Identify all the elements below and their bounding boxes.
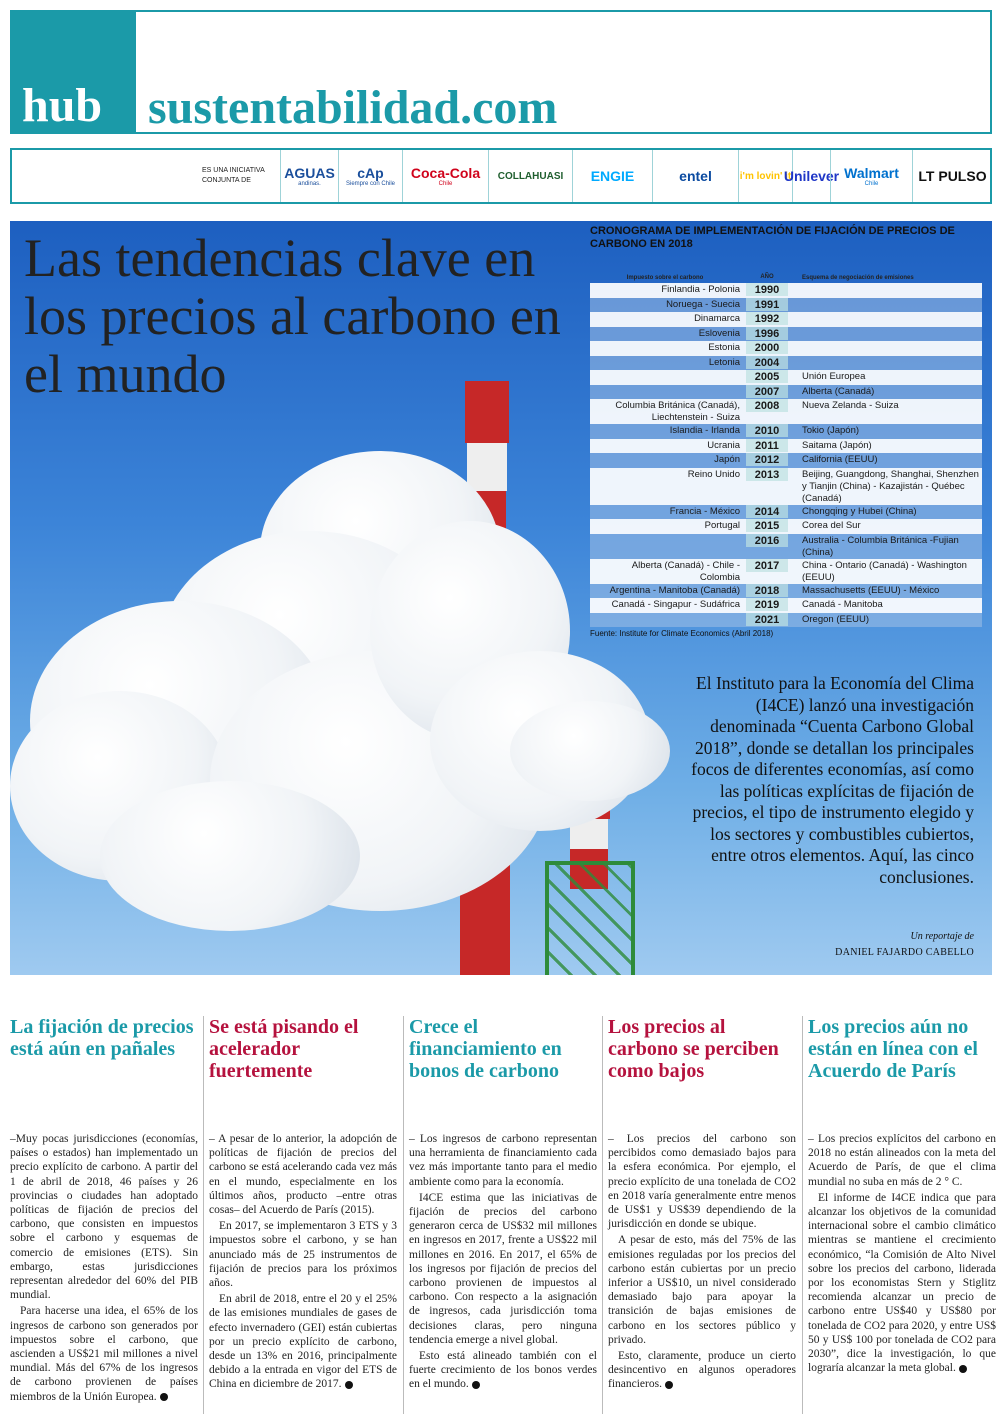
- end-of-article-icon: [345, 1381, 353, 1389]
- table-row: [590, 283, 982, 298]
- conclusion-column: [10, 1016, 198, 1403]
- cell-year: 1992: [746, 312, 788, 325]
- cell-ets: Nueva Zelanda - Suiza: [802, 400, 899, 411]
- smoke-cloud: [510, 701, 670, 801]
- sponsor-logo-sub: Chile: [864, 181, 879, 187]
- hero-photo: [10, 221, 992, 975]
- cell-ets: [788, 283, 982, 284]
- column-paragraph: –Muy pocas jurisdicciones (economías, países o estados) han implementado un precio explícito de carbono. A partir del 1 de abril de 2018, 46 países y 26 provincias o ciudades han adoptado políticas de fijación de precios del carbono, que consisten en impuestos sobre el carbono y esquemas de comercio de emisiones (ETS). Sin embargo, estas jurisdicciones representan alrededor del 60% del PIB mundial.: [10, 1133, 198, 1302]
- table-row: [590, 505, 982, 520]
- column-paragraph: En 2017, se implementaron 3 ETS y 3 impuestos sobre el carbono, y se han anunciado más de 25 instrumentos de fijación de precios para los próximos años.: [209, 1220, 397, 1290]
- column-paragraph: El informe de I4CE indica que para alcanzar los objetivos de la comunidad internacional sobre el cambio climático mientras se mantiene el crecimiento económico, “la Comisión de Alto Nivel sobre los precios del carbono, liderada por los economistas Stern y Stiglitz recomienda alcanzar un precio de carbono entre US$40 y US$80 por tonelada de CO2 para 2020, y entre US$ 50 y US$ 100 por tonelada de CO2 para 2030”, dice la investigación, lo que lograría alcanzar la meta global.: [808, 1191, 996, 1375]
- column-title: Los precios aún no están en línea con el Acuerdo de París: [808, 1016, 978, 1082]
- end-of-article-icon: [472, 1381, 480, 1389]
- column-paragraph: – Los precios explícitos del carbono en 2018 no están alineados con la meta del Acuerdo de París, de que el clima mundial no suba en más de 2 ° C.: [808, 1133, 996, 1188]
- sponsor-logo-sub: andinas.: [298, 181, 321, 187]
- column-paragraph: Esto está alineado también con el fuerte crecimiento de los bonos verdes en el mundo.: [409, 1350, 597, 1391]
- cell-carbon-tax: Estonia: [708, 342, 740, 353]
- cell-year: 2013: [746, 468, 788, 481]
- table-source: Fuente: Institute for Climate Economics (Abril 2018): [590, 629, 774, 638]
- cell-year: 1996: [746, 327, 788, 340]
- cell-ets: Unión Europea: [802, 371, 866, 382]
- table-row: [590, 424, 982, 439]
- column-paragraph: En abril de 2018, entre el 20 y el 25% de las emisiones mundiales de gases de efecto invernadero (GEI) están cubiertas por un precio explícito de carbono, desde un 13% en 2016, principalmente debido a la entrada en vigor del ETS de China en diciembre de 2017.: [209, 1293, 397, 1391]
- cell-year: 2014: [746, 505, 788, 518]
- table-row: [590, 327, 982, 342]
- column-title: Crece el financiamiento en bonos de carbono: [409, 1016, 562, 1082]
- cell-carbon-tax: Ucrania: [707, 439, 740, 451]
- cell-carbon-tax: Islandia - Irlanda: [669, 425, 740, 436]
- cell-carbon-tax: [590, 613, 746, 614]
- cell-ets: [788, 327, 982, 328]
- cell-ets: Australia - Columbia Británica -Fujian (China): [802, 534, 959, 558]
- column-paragraph: A pesar de esto, más del 75% de las emisiones reguladas por los precios del carbono están cubiertas por un precio inferior a US$10, un nivel considerado demasiado bajo para apoyar la transición de bajas emisiones de carbono en los sectores público y privado.: [608, 1234, 796, 1346]
- header-year: AÑO: [760, 274, 774, 280]
- intro-text: El Instituto para la Economía del Clima (I4CE) lanzó una investigación denominada “Cuenta Carbono Global 2018”, donde se detallan los principales focos de diferentes economías, así como las políticas explícitas de fijación de precios, el tipo de instrumento elegido y los sectores y combustibles cubiertos, entre otros elementos. Aquí, las cinco conclusiones.: [691, 673, 974, 887]
- column-paragraph: – Los precios del carbono son percibidos como demasiado bajos para la esfera económica. Por ejemplo, el precio explícito de una tonelada de CO2 en 2018 varía generalmente entre menos de US$1 y US$39 dependiendo de la jurisdicción en donde se ubique.: [608, 1133, 796, 1231]
- sponsor-logo-unilever: [783, 150, 840, 202]
- sponsor-logo-name: LT PULSO: [918, 168, 987, 184]
- column-divider: [802, 1016, 803, 1414]
- column-divider: [403, 1016, 404, 1414]
- table-row: [590, 370, 982, 385]
- cell-carbon-tax: Letonia: [708, 356, 740, 368]
- smoke-cloud: [100, 781, 360, 931]
- site-name: sustentabilidad.com: [148, 81, 558, 134]
- header-carbon-tax: Impuesto sobre el carbono: [626, 274, 704, 281]
- table-row: [590, 559, 982, 584]
- cell-carbon-tax: Dinamarca: [694, 313, 740, 324]
- table-title: CRONOGRAMA DE IMPLEMENTACIÓN DE FIJACIÓN DE PRECIOS DE CARBONO EN 2018: [590, 225, 955, 250]
- table-row: [590, 453, 982, 468]
- column-divider: [602, 1016, 603, 1414]
- table-header: [590, 271, 982, 283]
- column-paragraph: Esto, claramente, produce un cierto desincentivo en algunos operadores financieros.: [608, 1350, 796, 1391]
- cell-carbon-tax: Portugal: [704, 520, 740, 531]
- column-paragraph: – A pesar de lo anterior, la adopción de políticas de fijación de precios del carbono se está acelerando cada vez más en el mundo, especialmente en los últimos años, producto –entre otras cosas– del Acuerdo de París (2015).: [209, 1133, 397, 1217]
- cell-year: 2000: [746, 341, 788, 354]
- cell-ets: [788, 298, 982, 299]
- cell-year: 2016: [746, 534, 788, 547]
- cell-ets: Chongqing y Hubei (China): [802, 505, 917, 517]
- sponsor-logo-collahuasi: [488, 150, 572, 202]
- column-paragraph: – Los ingresos de carbono representan una herramienta de financiamiento cada vez más importante tanto para el medio ambiente como para la economía.: [409, 1133, 597, 1188]
- column-body: [409, 1132, 597, 1394]
- cell-ets: Saitama (Japón): [802, 439, 872, 451]
- column-body: [608, 1132, 796, 1394]
- table-row: [590, 385, 982, 400]
- end-of-article-icon: [959, 1365, 967, 1373]
- cell-carbon-tax: Argentina - Manitoba (Canadá): [609, 584, 740, 596]
- cell-ets: Beijing, Guangdong, Shanghai, Shenzhen y Tianjin (China) - Kazajistán - Québec (Canadá): [802, 468, 979, 504]
- cell-carbon-tax: Noruega - Suecia: [666, 298, 740, 310]
- column-title: Los precios al carbono se perciben como bajos: [608, 1016, 779, 1082]
- table-row: [590, 519, 982, 534]
- header-ets: Esquema de negociación de emisiones: [802, 274, 914, 281]
- table-row: [590, 598, 982, 613]
- cell-carbon-tax: Japón: [714, 454, 740, 465]
- sponsor-logo-engie: [572, 150, 652, 202]
- cell-ets: Canadá - Manitoba: [802, 599, 883, 610]
- sponsor-logo-name: Walmart: [844, 165, 899, 181]
- cell-carbon-tax: [590, 385, 746, 386]
- sponsor-logo-aguas: [280, 150, 338, 202]
- cell-year: 1991: [746, 298, 788, 311]
- hub-logo-text: hub: [22, 79, 103, 132]
- cell-year: 2005: [746, 370, 788, 383]
- cell-carbon-tax: Reino Unido: [687, 468, 740, 480]
- column-body: [10, 1132, 198, 1406]
- sponsor-logo-entel: [652, 150, 738, 202]
- sponsor-logo-sub: Siempre con Chile: [345, 181, 396, 187]
- cell-carbon-tax: Canadá - Singapur - Sudáfrica: [611, 599, 740, 610]
- cell-year: 2012: [746, 453, 788, 466]
- cell-carbon-tax: Francia - México: [669, 505, 740, 517]
- sponsor-logo-sub: Chile: [438, 181, 453, 187]
- sponsor-intro: ES UNA INICIATIVA CONJUNTA DE: [202, 167, 265, 184]
- cell-year: 2008: [746, 399, 788, 412]
- sponsor-logo-name: i'm lovin' it: [739, 170, 792, 182]
- column-title: Se está pisando el acelerador fuertemente: [209, 1016, 359, 1082]
- conclusion-column: [808, 1016, 996, 1375]
- table-row: [590, 613, 982, 628]
- cell-carbon-tax: Columbia Británica (Canadá), Liechtenstein - Suiza: [615, 400, 740, 423]
- sponsor-logo-coca-cola: [402, 150, 488, 202]
- end-of-article-icon: [665, 1381, 673, 1389]
- cell-carbon-tax: [590, 534, 746, 535]
- cell-carbon-tax: Eslovenia: [698, 327, 740, 339]
- cell-year: 2018: [746, 584, 788, 597]
- table-row: [590, 584, 982, 599]
- sponsor-logo-name: Coca-Cola: [410, 165, 481, 181]
- cell-ets: China - Ontario (Canadá) - Washington (EEUU): [802, 559, 967, 583]
- sponsor-bar: [10, 148, 992, 204]
- conclusion-column: [409, 1016, 597, 1391]
- sponsor-logo-walmart: [830, 150, 912, 202]
- cell-ets: [788, 312, 982, 313]
- cell-ets: Massachusetts (EEUU) - México: [802, 584, 940, 596]
- table-row: [590, 298, 982, 313]
- cell-year: 2004: [746, 356, 788, 369]
- credit-label: Un reportaje de: [910, 931, 974, 942]
- cell-ets: California (EEUU): [802, 454, 878, 465]
- cell-ets: Corea del Sur: [802, 520, 861, 531]
- table-row: [590, 439, 982, 454]
- sponsor-logo-cap: [338, 150, 402, 202]
- table-row: [590, 534, 982, 559]
- column-divider: [203, 1016, 204, 1414]
- conclusion-column: [608, 1016, 796, 1391]
- column-paragraph: I4CE estima que las iniciativas de fijación de precios del carbono generaron cerca de US$32 mil millones en ingresos en 2017, frente a US$22 mil millones en 2016. En 2017, el 65% de los ingresos por fijación de precios del carbono provienen de impuestos al carbono. Con respecto a la asignación de ingresos, cada jurisdicción toma decisiones claras, pero ninguna tendencia emerge a nivel global.: [409, 1191, 597, 1346]
- sponsor-logo-name: COLLAHUASI: [497, 170, 564, 182]
- column-paragraph: Para hacerse una idea, el 65% de los ingresos de carbono son generados por impuestos sobre el carbono, que ascienden a US$21 mil millones a nivel mundial. Más del 67% de los ingresos de carbono provienen de países miembros de la Unión Europea.: [10, 1305, 198, 1403]
- table-row: [590, 312, 982, 327]
- cell-carbon-tax: Alberta (Canadá) - Chile - Colombia: [631, 559, 740, 583]
- cell-year: 2011: [746, 439, 788, 452]
- sponsor-logo-name: entel: [679, 168, 712, 184]
- cell-year: 2007: [746, 385, 788, 398]
- cell-ets: [788, 341, 982, 342]
- sponsor-logo-name: AGUAS: [284, 165, 335, 181]
- column-body: [209, 1132, 397, 1394]
- cell-ets: [788, 356, 982, 357]
- cell-year: 1990: [746, 283, 788, 296]
- cell-year: 2015: [746, 519, 788, 532]
- table-row: [590, 356, 982, 371]
- table-body: [590, 283, 982, 627]
- cell-ets: Alberta (Canadá): [802, 385, 875, 397]
- carbon-pricing-timeline-table: [590, 221, 982, 638]
- cell-ets: Tokio (Japón): [802, 425, 860, 436]
- sponsor-logo-name: ENGIE: [590, 168, 635, 184]
- column-body: [808, 1132, 996, 1377]
- hub-logo-block: [10, 10, 136, 134]
- cell-ets: Oregon (EEUU): [802, 613, 870, 625]
- credit-author: DANIEL FAJARDO CABELLO: [835, 947, 974, 958]
- cell-year: 2019: [746, 598, 788, 611]
- end-of-article-icon: [160, 1393, 168, 1401]
- headline: Las tendencias clave en los precios al carbono en el mundo: [24, 228, 561, 404]
- masthead: [10, 10, 992, 134]
- table-row: [590, 399, 982, 424]
- table-row: [590, 468, 982, 505]
- sponsor-logo-lt-pulso: [912, 150, 992, 202]
- cell-carbon-tax: Finlandia - Polonia: [661, 284, 740, 295]
- conclusion-column: [209, 1016, 397, 1391]
- chimney-1-white-1: [467, 443, 507, 491]
- table-row: [590, 341, 982, 356]
- cell-carbon-tax: [590, 370, 746, 371]
- cell-year: 2017: [746, 559, 788, 572]
- sponsor-logo-name: cAp: [357, 165, 384, 181]
- sponsor-logo-name: Unilever: [783, 168, 840, 184]
- cell-year: 2021: [746, 613, 788, 626]
- cell-year: 2010: [746, 424, 788, 437]
- column-title: La fijación de precios está aún en pañales: [10, 1016, 194, 1060]
- chimney-2-scaffold: [545, 861, 635, 975]
